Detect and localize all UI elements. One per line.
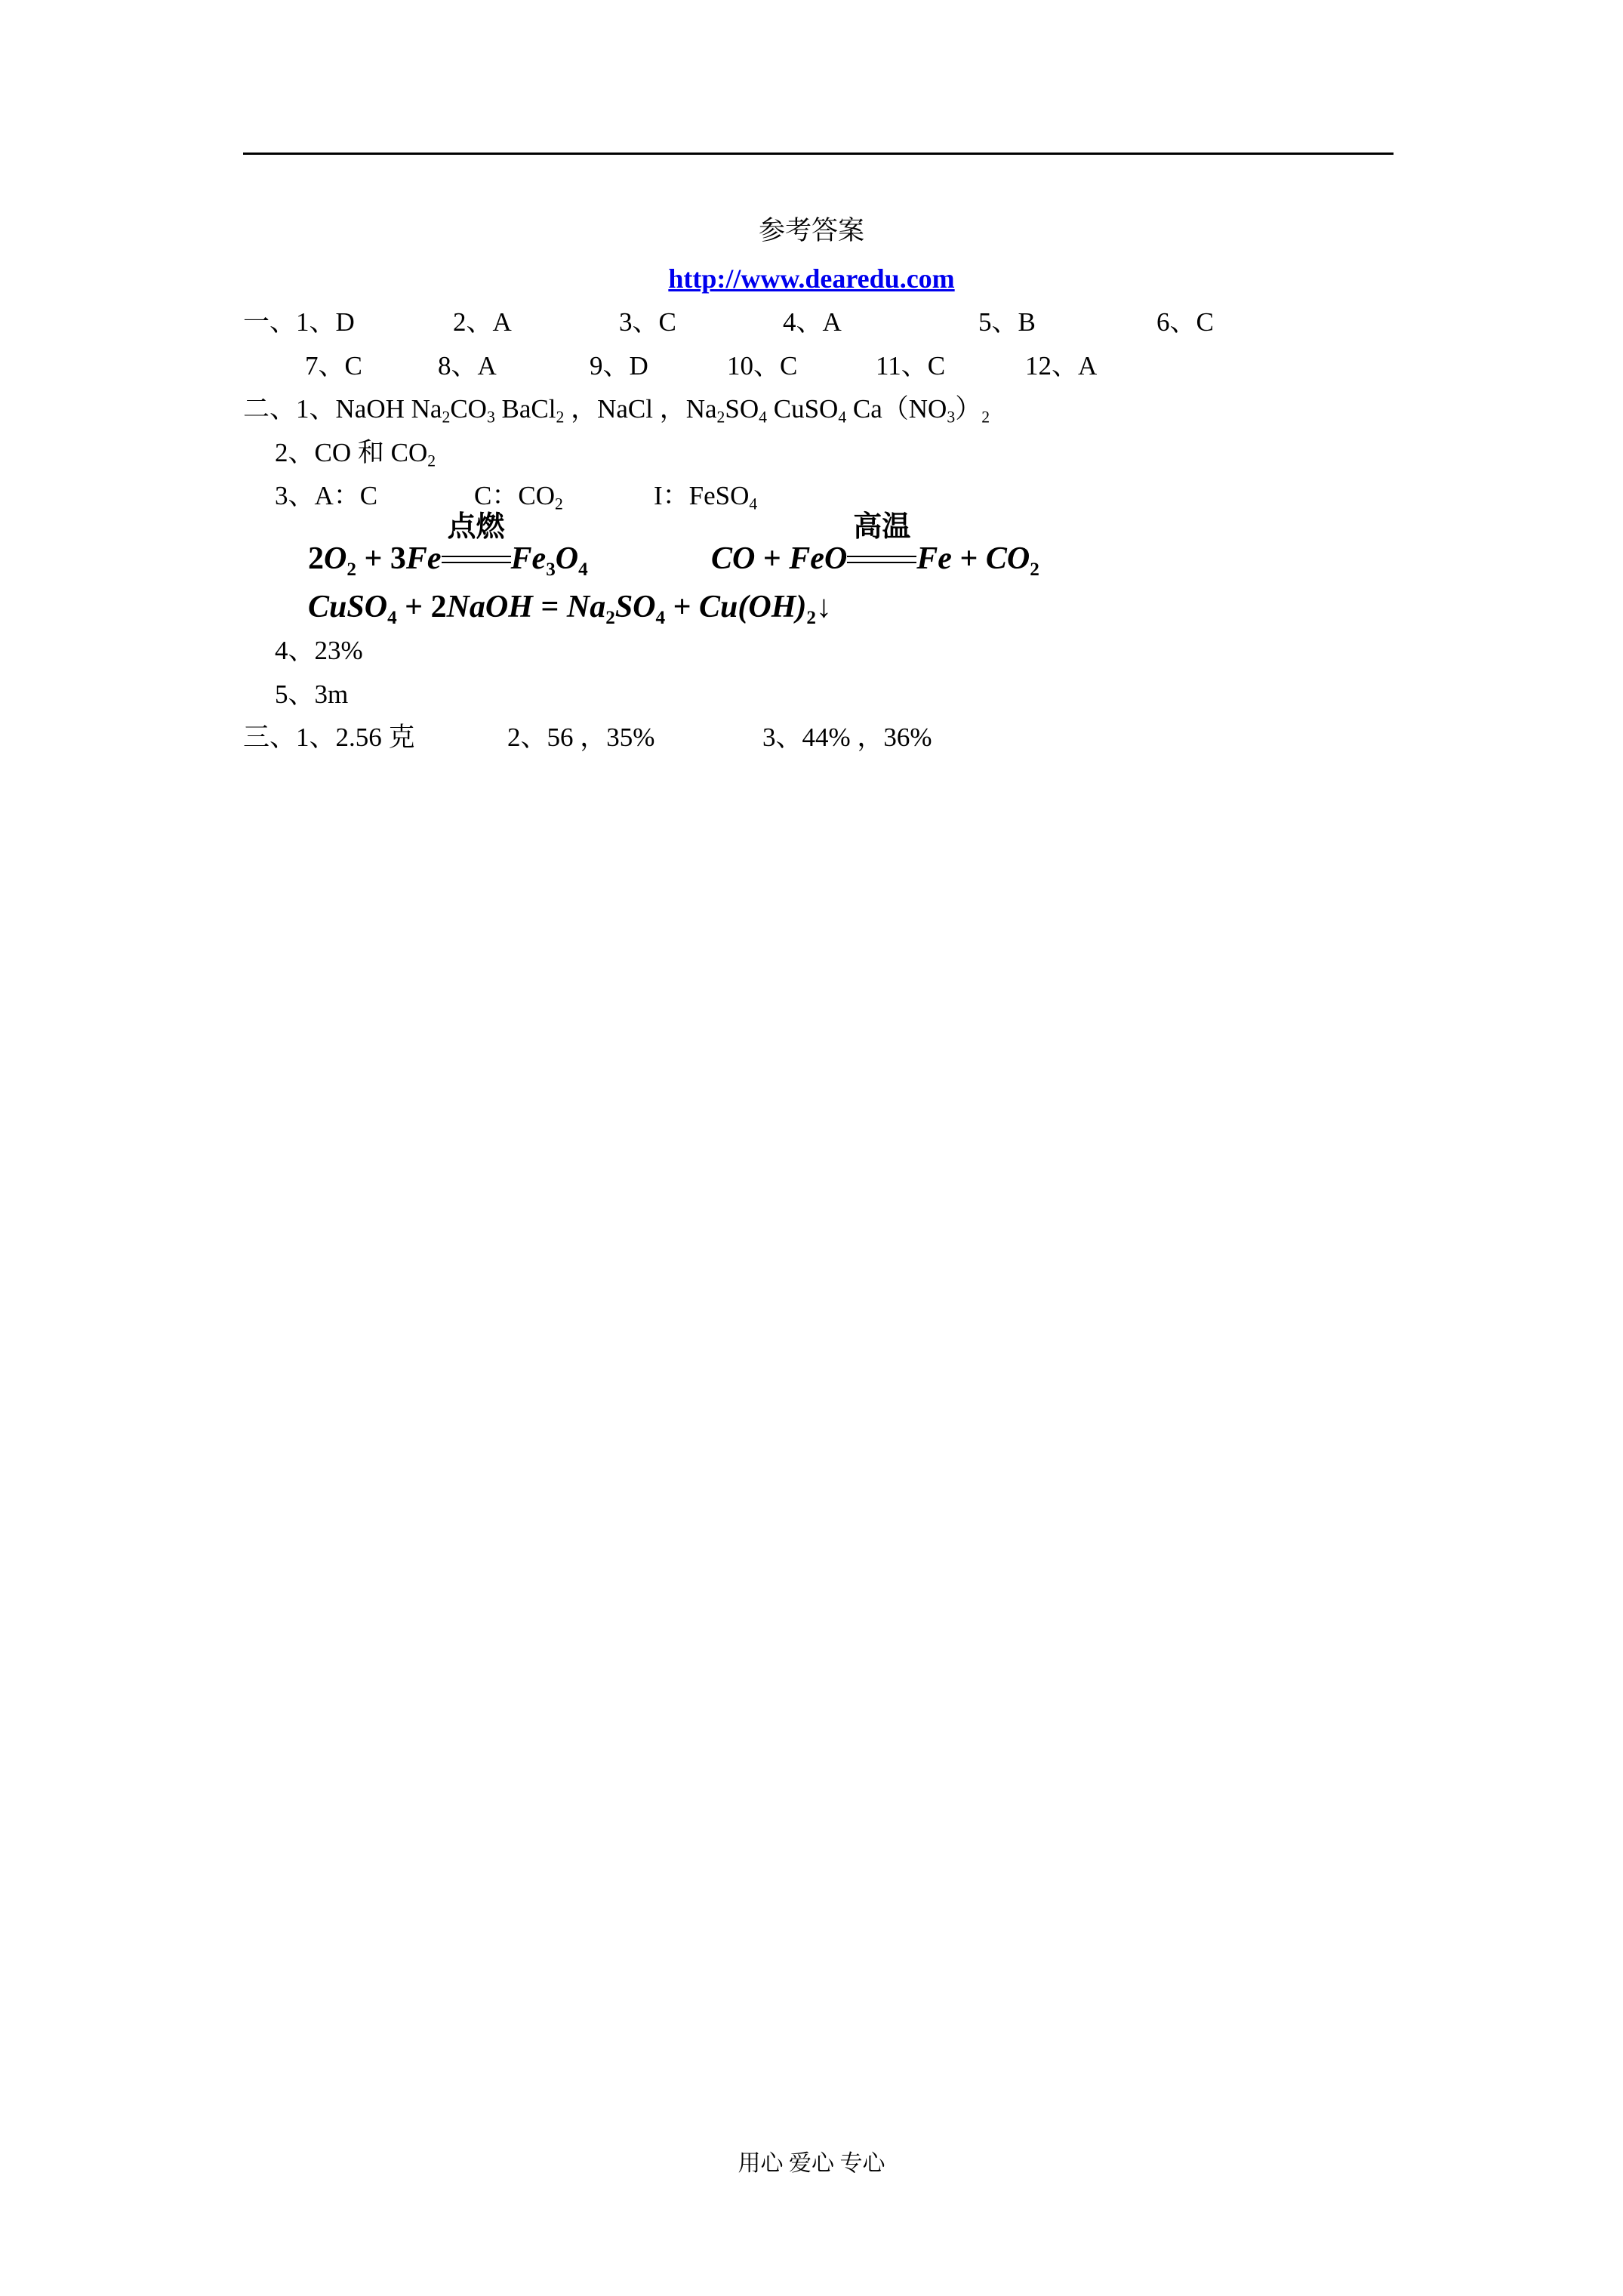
q1-number: 1、 [296,394,336,424]
section2-q3-i [654,478,757,514]
eq-term: CO [985,541,1030,576]
formula-subscript: 2 [554,495,563,513]
q3-answer-a: A：C [314,481,378,510]
eq-subscript: 2 [1030,559,1039,580]
section2-q4: 4、23% [275,636,363,665]
formula-subscript: 4 [838,408,847,427]
section2-q3 [275,478,377,514]
eq-plus: + [959,541,978,576]
answer-8: 8、A [438,351,497,381]
formula-text: ，NaCl ，Na [564,394,717,424]
q2-answer: CO 和 CO [314,438,428,467]
eq-subscript: 4 [578,559,588,580]
q3-answer-i: I：FeSO [654,481,750,510]
eq-equals: = [540,590,559,624]
answer-3: 3、C [619,307,676,337]
formula-text: NaOH Na [335,394,442,424]
section2-q2 [275,435,436,471]
section3-answer-3: 3、44% ，36% [762,723,932,752]
section2-q1 [243,391,990,427]
eq-subscript: 4 [387,607,397,628]
eq-plus: + [405,590,423,624]
eq-term: CO [711,541,756,576]
answer-9: 9、D [590,351,648,381]
section3-answer-2: 2、56 ，35% [507,723,655,752]
precipitate-arrow-icon: ↓ [816,590,832,624]
formula-text: CuSO [766,394,839,424]
eq-coefficient: 2 [430,590,447,624]
formula-subscript: 4 [759,408,767,427]
eq-subscript: 2 [605,607,615,628]
eq-term: Fe [916,541,952,576]
q3-number: 3、 [275,481,315,510]
page-footer: 用心 爱心 专心 [738,2151,885,2176]
section1-marker: 一、 [243,307,297,337]
answer-4: 4、A [783,307,842,337]
reaction-condition [847,511,916,580]
answer-7: 7、C [305,351,362,381]
section2-marker: 二、 [243,394,297,424]
eq-subscript: 3 [546,559,556,580]
formula-text: Ca（NO [846,394,947,424]
equation-co-reduction [711,511,1039,580]
formula-text: SO [725,394,759,424]
eq-term: Fe [405,541,442,576]
page-title: 参考答案 [758,216,864,245]
eq-subscript: 2 [346,559,356,580]
answer-12: 12、A [1025,351,1098,381]
answer-6: 6、C [1156,307,1214,337]
formula-subscript: 2 [442,408,451,427]
eq-term: O [324,541,347,576]
formula-subscript: 2 [427,451,436,470]
reaction-condition [442,511,511,580]
formula-subscript: 4 [749,495,758,513]
section3-answer-1: 1、2.56 克 [296,723,415,752]
formula-subscript: 2 [556,408,565,427]
eq-plus: + [762,541,781,576]
eq-term: FeO [789,541,848,576]
condition-label: 点燃 [447,511,505,543]
equation-fe-combustion [308,511,588,580]
double-bar [847,556,916,563]
answer-5: 5、B [978,307,1036,337]
section2-q5: 5、3m [275,680,349,709]
condition-label: 高温 [853,511,911,543]
eq-plus: + [673,590,691,624]
answer-11: 11、C [876,351,946,381]
eq-term: CuSO [308,590,388,624]
formula-subscript: 3 [486,408,495,427]
formula-text: CO [450,394,487,424]
formula-subscript: 2 [981,408,990,427]
answer-1: 1、D [296,307,355,337]
eq-term: Na [566,590,606,624]
answer-2: 2、A [453,307,512,337]
source-link[interactable]: http://www.dearedu.com [668,264,955,294]
eq-plus: + [364,541,383,576]
double-bar [442,556,511,563]
section3-marker: 三、 [243,723,297,752]
formula-text: BaCl [494,394,556,424]
q3-answer-c: C：CO [474,481,555,510]
eq-term: NaOH [446,590,533,624]
eq-coefficient: 2 [308,541,324,576]
q2-number: 2、 [275,438,315,467]
section2-q3-c [474,478,563,514]
eq-term: Fe [510,541,547,576]
eq-coefficient: 3 [390,541,406,576]
eq-term: O [555,541,579,576]
header-rule [243,153,1394,155]
formula-subscript: 3 [947,408,956,427]
formula-text: ） [955,394,982,424]
eq-subscript: 2 [806,607,816,628]
equation-cuso4-naoh [308,586,832,628]
eq-term: Cu(OH) [699,590,807,624]
formula-subscript: 2 [716,408,725,427]
answer-10: 10、C [727,351,798,381]
eq-term: SO [614,590,656,624]
eq-subscript: 4 [655,607,666,628]
